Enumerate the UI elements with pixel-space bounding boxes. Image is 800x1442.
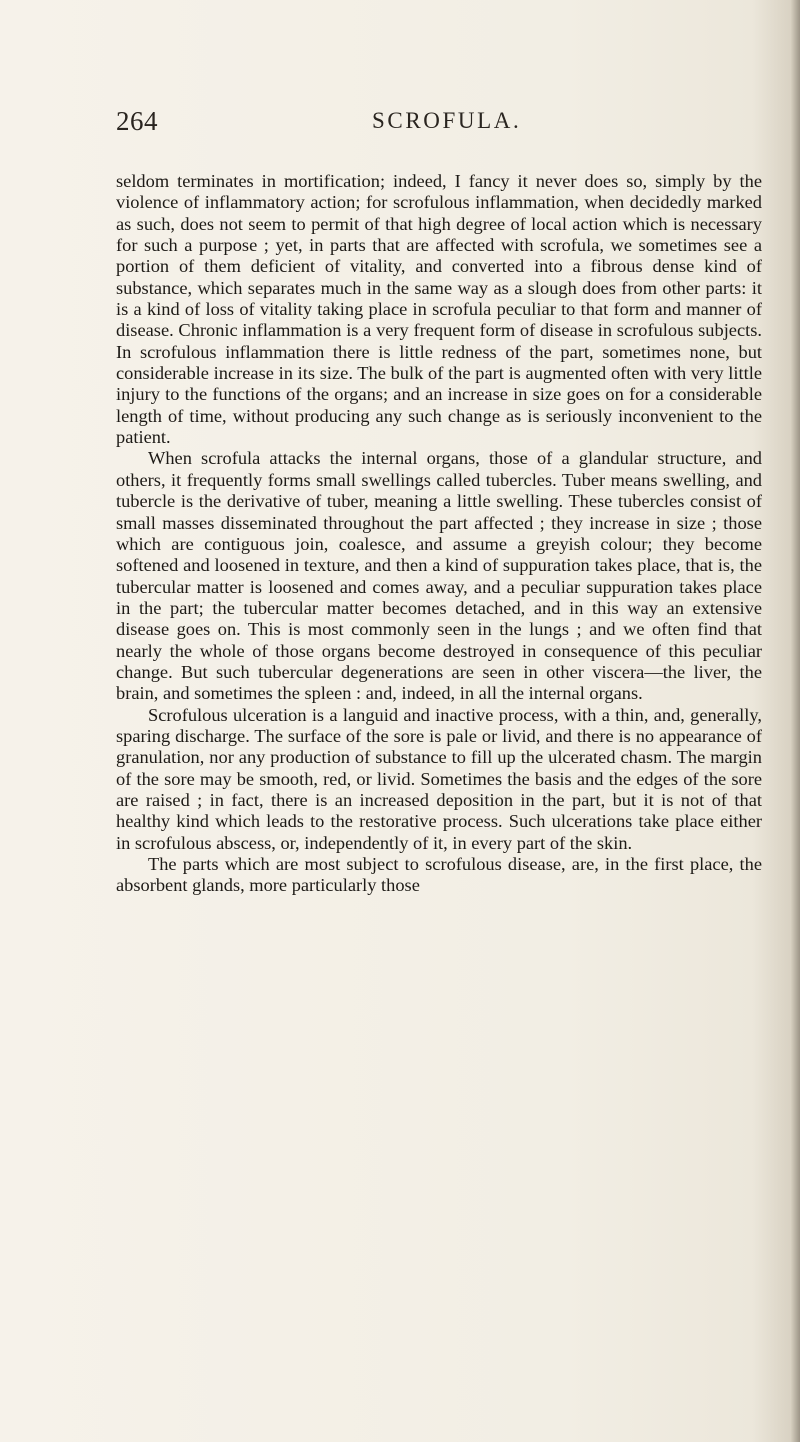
paragraph: seldom terminates in mortification; indeed, I fancy it never does so, simply by the violence of inflammatory action; for scrofulous inflammation, when decidedly marked as such, does not seem to permit of that high degree of local action which is necessary for such a purpose ; yet, in parts that are affected with scrofula, we sometimes see a portion of them deficient of vitality, and converted into a fibrous dense kind of substance, which separates much in the same way as a slough does from other parts: it is a kind of loss of vitality taking place in scrofula peculiar to that form and manner of disease. Chronic inflammation is a very frequent form of disease in scrofulous subjects. In scrofulous inflammation there is little redness of the part, sometimes none, but considerable increase in its size. The bulk of the part is augmented often with very little injury to the functions of the organs; and an increase in size goes on for a considerable length of time, without producing any such change as is seriously inconvenient to the patient. bbox=[116, 171, 762, 448]
page-number: 264 bbox=[116, 106, 158, 136]
page-header bbox=[116, 106, 726, 142]
body-text bbox=[116, 171, 762, 897]
running-head: SCROFULA. bbox=[372, 108, 522, 133]
paragraph: The parts which are most subject to scrofulous disease, are, in the first place, the absorbent glands, more particularly those bbox=[116, 854, 762, 896]
page-edge-shadow bbox=[791, 0, 800, 1442]
paragraph: Scrofulous ulceration is a languid and inactive process, with a thin, and, generally, sparing discharge. The surface of the sore is pale or livid, and there is no appearance of granulation, nor any production of substance to fill up the ulcerated chasm. The margin of the sore may be smooth, red, or livid. Sometimes the basis and the edges of the sore are raised ; in fact, there is an increased deposition in the part, but it is not of that healthy kind which leads to the restorative process. Such ulcerations take place either in scrofulous abscess, or, independently of it, in every part of the skin. bbox=[116, 704, 762, 853]
paragraph: When scrofula attacks the internal organs, those of a glandular structure, and others, it frequently forms small swellings called tubercles. Tuber means swelling, and tubercle is the derivative of tuber, meaning a little swelling. These tubercles consist of small masses disseminated throughout the part affected ; they increase in size ; those which are contiguous join, coalesce, and assume a greyish colour; they become softened and loosened in texture, and then a kind of suppuration takes place, that is, the tubercular matter is loosened and comes away, and a peculiar suppuration takes place in the part; the tubercular matter becomes detached, and in this way an extensive disease goes on. This is most commonly seen in the lungs ; and we often find that nearly the whole of those organs become destroyed in consequence of this peculiar change. But such tubercular degenerations are seen in other viscera—the liver, the brain, and sometimes the spleen : and, indeed, in all the internal organs. bbox=[116, 448, 762, 704]
